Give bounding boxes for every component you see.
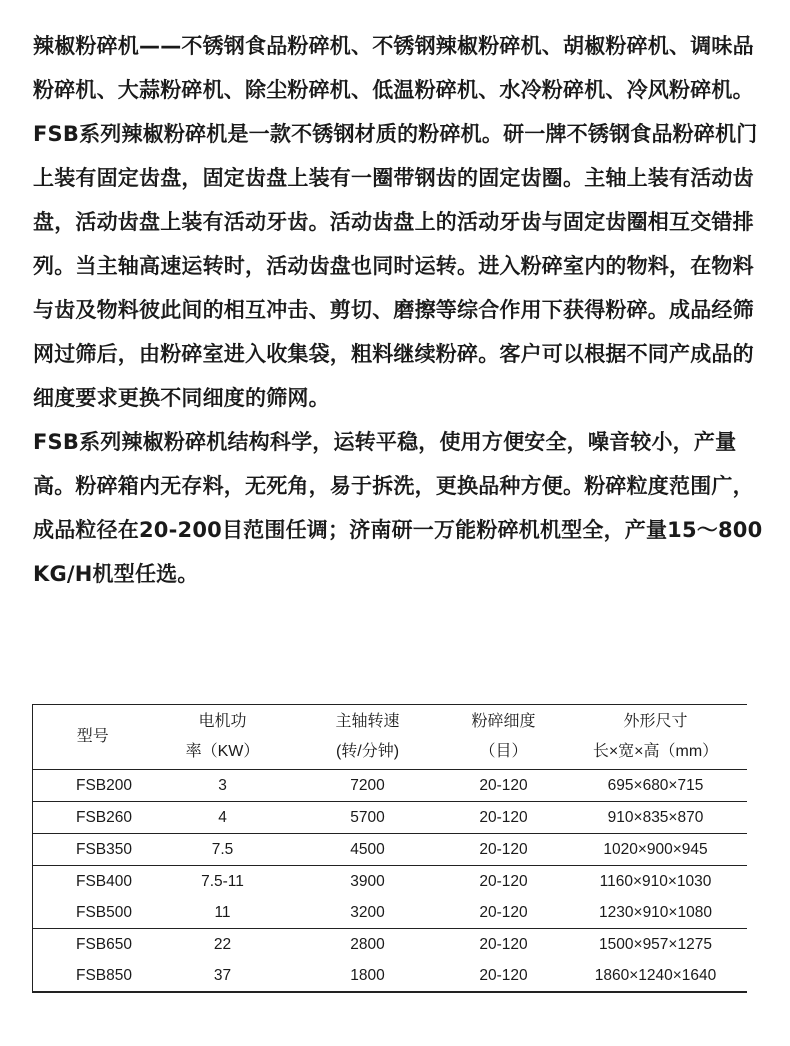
cell-speed: 2800 — [350, 936, 385, 953]
table-row — [33, 834, 747, 866]
table-row — [33, 960, 747, 992]
cell-power: 7.5-11 — [201, 873, 244, 890]
cell-speed: 3200 — [293, 897, 443, 929]
cell-speed: 4500 — [293, 834, 443, 866]
cell-speed: 1800 — [293, 960, 443, 992]
cell-power: 37 — [153, 960, 293, 992]
table-row — [33, 866, 747, 898]
cell-size: 1230×910×1080 — [565, 897, 747, 929]
cell-model: FSB650 — [33, 929, 153, 961]
cell-power: 3 — [153, 770, 293, 802]
cell-size: 1160×910×1030 — [599, 873, 712, 890]
cell-power: 11 — [153, 897, 293, 929]
table-row — [33, 929, 747, 961]
cell-speed: 5700 — [293, 802, 443, 834]
cell-size: 1500×957×1275 — [599, 936, 712, 953]
cell-size: 1020×900×945 — [565, 834, 747, 866]
cell-fineness: 20-120 — [479, 936, 528, 953]
cell-fineness: 20-120 — [443, 770, 565, 802]
cell-power: 4 — [153, 802, 293, 834]
cell-fineness: 20-120 — [443, 802, 565, 834]
cell-model: FSB200 — [33, 770, 153, 802]
cell-size: 695×680×715 — [565, 770, 747, 802]
spec-table — [32, 704, 747, 993]
table-header-row — [33, 705, 747, 770]
cell-fineness: 20-120 — [443, 960, 565, 992]
header-size: 外形尺寸 长×宽×高（mm） — [565, 705, 747, 770]
cell-size: 910×835×870 — [565, 802, 747, 834]
cell-model: FSB350 — [33, 834, 153, 866]
article-body — [33, 24, 763, 596]
cell-fineness: 20-120 — [443, 897, 565, 929]
cell-model: FSB400 — [33, 866, 153, 898]
cell-size: 1860×1240×1640 — [565, 960, 747, 992]
table-row — [33, 897, 747, 929]
table-row — [33, 770, 747, 802]
cell-power: 7.5 — [153, 834, 293, 866]
header-speed: 主轴转速 (转/分钟) — [293, 705, 443, 770]
cell-power: 22 — [213, 936, 232, 953]
cell-model: FSB260 — [33, 802, 153, 834]
intro-paragraph: 辣椒粉碎机——不锈钢食品粉碎机、不锈钢辣椒粉碎机、胡椒粉碎机、调味品粉碎机、大蒜粉碎机、除尘粉碎机、低温粉碎机、水冷粉碎机、冷风粉碎机。 — [33, 34, 754, 102]
cell-model: FSB500 — [33, 897, 153, 929]
cell-speed: 3900 — [350, 873, 385, 890]
table-row — [33, 802, 747, 834]
cell-fineness: 20-120 — [479, 873, 528, 890]
cell-speed: 7200 — [293, 770, 443, 802]
header-fineness: 粉碎细度 （目） — [443, 705, 565, 770]
description-paragraph: FSB系列辣椒粉碎机是一款不锈钢材质的粉碎机。研一牌不锈钢食品粉碎机门上装有固定齿盘，固定齿盘上装有一圈带钢齿的固定齿圈。主轴上装有活动齿盘，活动齿盘上装有活动牙齿。活动齿盘上的活动牙齿与固定齿圈相互交错排列。当主轴高速运转时，活动齿盘也同时运转。进入粉碎室内的物料，在物料与齿及物料彼此间的相互冲击、剪切、磨擦等综合作用下获得粉碎。成品经筛网过筛后，由粉碎室进入收集袋，粗料继续粉碎。客户可以根据不同产成品的细度要求更换不同细度的筛网。 — [33, 122, 758, 410]
features-paragraph: FSB系列辣椒粉碎机结构科学，运转平稳，使用方便安全，噪音较小，产量高。粉碎箱内无存料，无死角，易于拆洗，更换品种方便。粉碎粒度范围广，成品粒径在20-200目范围任调；济南研一万能粉碎机机型全，产量15～800KG/H机型任选。 — [33, 430, 763, 586]
cell-fineness: 20-120 — [443, 834, 565, 866]
cell-model: FSB850 — [33, 960, 153, 992]
header-model: 型号 — [33, 705, 153, 770]
header-power: 电机功 率（KW） — [153, 705, 293, 770]
